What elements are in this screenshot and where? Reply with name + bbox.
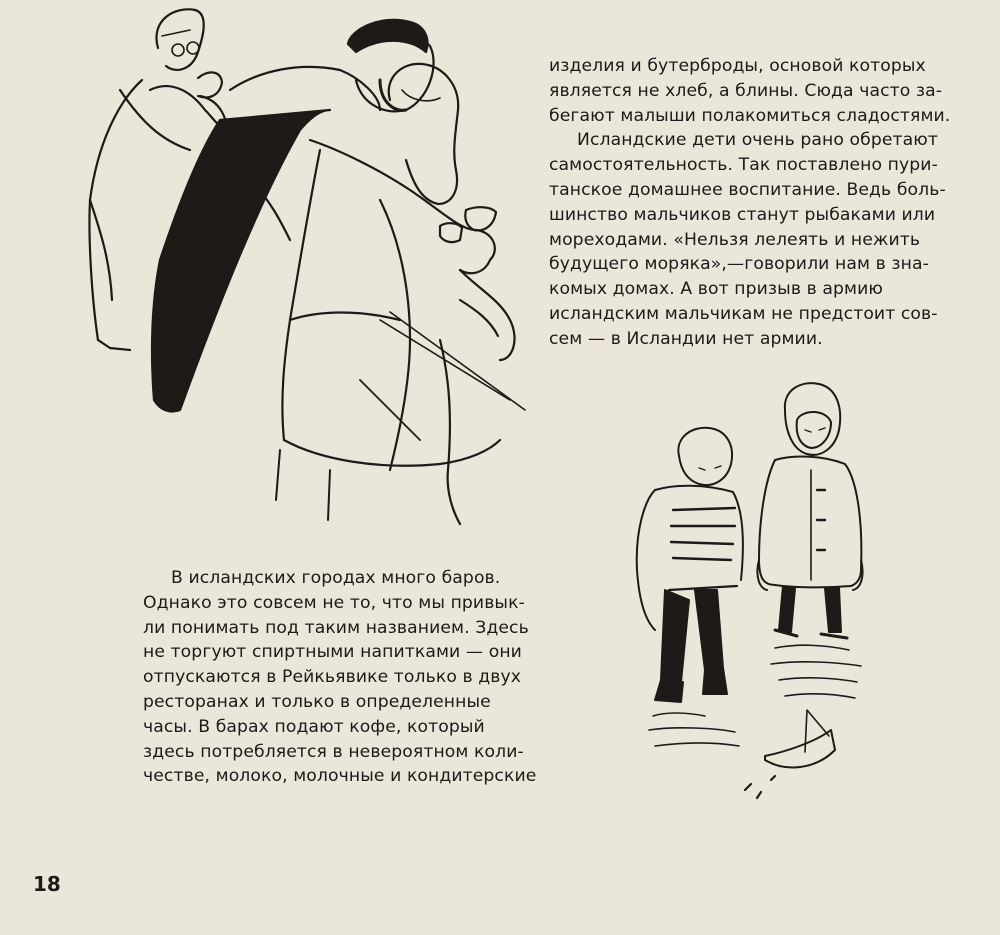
text-line: исландским мальчикам не предстоит сов- bbox=[549, 303, 938, 324]
text-line: Исландские дети очень рано обретают bbox=[577, 130, 938, 151]
text-column-bottom bbox=[143, 566, 537, 789]
text-line: мореходами. «Нельзя лелеять и нежить bbox=[549, 229, 921, 250]
text-line: не торгуют спиртными напитками — они bbox=[143, 642, 522, 663]
text-line: танское домашнее воспитание. Ведь боль- bbox=[549, 179, 946, 200]
paragraph bbox=[143, 566, 537, 789]
page-number: 18 bbox=[33, 872, 61, 896]
paragraph bbox=[549, 54, 951, 128]
text-line: ресторанах и только в определенные bbox=[143, 691, 491, 712]
text-line: отпускаются в Рейкьявике только в двух bbox=[143, 667, 522, 688]
text-line: комых домах. А вот призыв в армию bbox=[549, 279, 883, 300]
embracing-people-sketch-icon bbox=[80, 0, 540, 530]
text-line: является не хлеб, а блины. Сюда часто за- bbox=[549, 80, 943, 101]
text-line: часы. В барах подают кофе, который bbox=[143, 716, 485, 737]
text-line: ли понимать под таким названием. Здесь bbox=[143, 617, 529, 638]
paragraph bbox=[549, 128, 946, 351]
text-line: бегают малыши полакомиться сладостями. bbox=[549, 105, 951, 126]
text-line: самостоятельность. Так поставлено пури- bbox=[549, 155, 938, 176]
text-line: будущего моряка»,—говорили нам в зна- bbox=[549, 254, 929, 275]
text-line: сем — в Исландии нет армии. bbox=[549, 328, 823, 349]
text-line: шинство мальчиков станут рыбаками или bbox=[549, 204, 936, 225]
text-line: Однако это совсем не то, что мы привык- bbox=[143, 592, 525, 613]
text-line: изделия и бутерброды, основой которых bbox=[549, 56, 926, 76]
text-line: В исландских городах много баров. bbox=[171, 568, 501, 588]
two-boys-in-puddle-sketch-icon bbox=[625, 380, 875, 810]
text-column-right bbox=[549, 54, 951, 352]
text-line: честве, молоко, молочные и кондитерские bbox=[143, 766, 537, 787]
text-line: здесь потребляется в невероятном коли- bbox=[143, 741, 524, 762]
